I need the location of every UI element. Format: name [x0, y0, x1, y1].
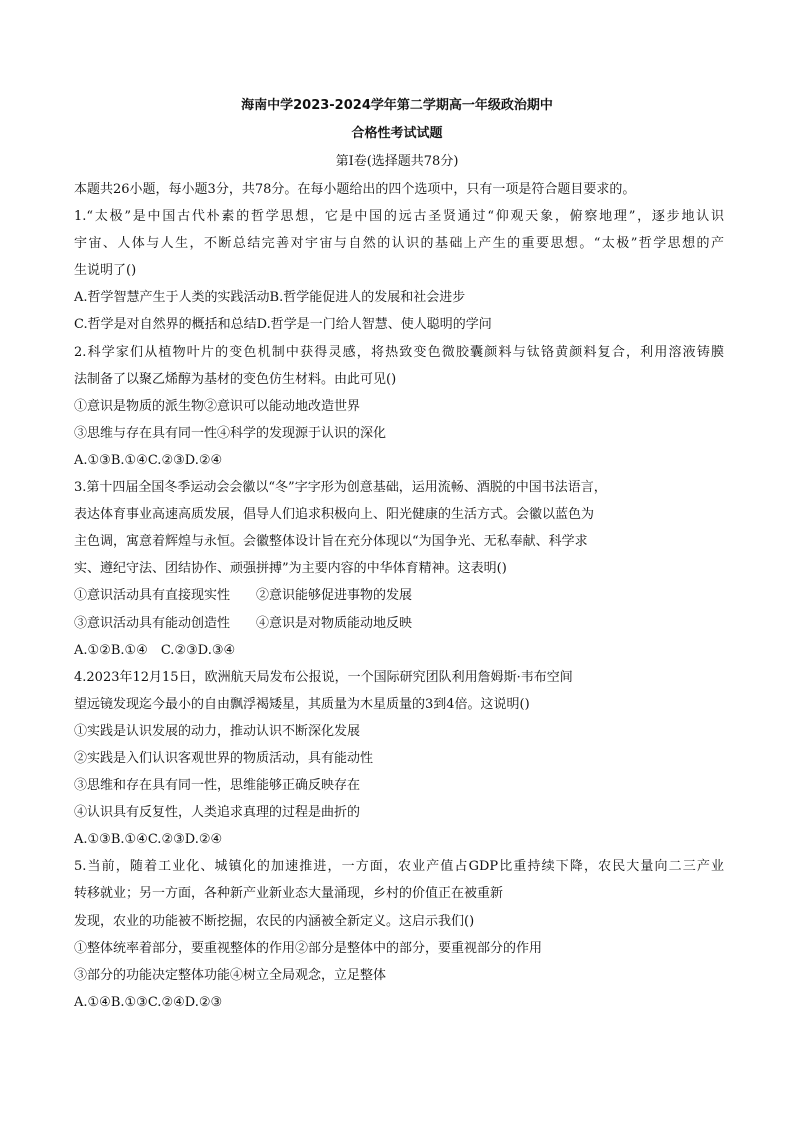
question-4-stem-line: 望远镜发现迄今最小的自由飘浮褐矮星，其质量为木星质量的3到4倍。这说明(): [74, 696, 530, 712]
question-1-option-line: A.哲学智慧产生于人类的实践活动B.哲学能促进人的发展和社会进步: [74, 290, 466, 306]
instructions-line: 本题共26小题，每小题3分，共78分。在每小题给出的四个选项中，只有一项是符合题目要求的。: [74, 182, 636, 197]
question-2-statement-line: ③思维与存在具有同一性④科学的发现源于认识的深化: [74, 425, 387, 441]
exam-title: 海南中学2023-2024学年第二学期高一年级政治期中: [241, 98, 553, 113]
question-3-stem-line: 实、遵纪守法、团结协作、顽强拼搏”为主要内容的中华体育精神。这表明(): [74, 561, 507, 577]
question-5-statement-line: ③部分的功能决定整体功能④树立全局观念，立足整体: [74, 967, 387, 983]
question-5-answer-options: A.①④B.①③C.②④D.②③: [74, 994, 223, 1010]
question-1-stem-line: 生说明了(): [74, 263, 137, 279]
question-3-stem-line: 表达体育事业高速高质发展，倡导人们追求积极向上、阳光健康的生活方式。会徽以蓝色为: [74, 507, 595, 523]
question-4-statement-line: ①实践是认识发展的动力，推动认识不断深化发展: [74, 723, 361, 739]
question-3-stem-line: 3.第十四届全国冬季运动会会徽以“冬”字字形为创意基础，运用流畅、酒脱的中国书法语言，: [74, 480, 607, 496]
question-5-stem-line: 5.当前，随着工业化、城镇化的加速推进，一方面，农业产值占GDP比重持续下降，农民大量向二三产业: [74, 859, 724, 875]
question-4-statement-line: ②实践是入们认识客观世界的物质活动，具有能动性: [74, 750, 374, 766]
question-body: [74, 180, 724, 1020]
question-3-statement-line: ①意识活动具有直接现实性 ②意识能够促进事物的发展: [74, 588, 413, 604]
exam-subtitle: 合格性考试试题: [351, 126, 443, 141]
question-3-stem-line: 主色调，寓意着辉煌与永恒。会徽整体设计旨在充分体现以“为国争光、无私奉献、科学求: [74, 534, 588, 550]
question-4-stem-line: 4.2023年12月15日，欧洲航天局发布公报说，一个国际研究团队利用詹姆斯·韦布空间: [74, 669, 573, 685]
question-5-stem-line: 发现，农业的功能被不断挖掘，农民的内涵被全新定义。这启示我们(): [74, 913, 475, 929]
question-2-stem-line: 2.科学家们从植物叶片的变色机制中获得灵感，将热致变色微胶囊颜料与钛铬黄颜料复合，利用溶液铸膜: [74, 344, 724, 360]
question-3-answer-options: A.①②B.①④ C.②③D.③④: [74, 642, 236, 658]
question-3-statement-line: ③意识活动具有能动创造性 ④意识是对物质能动地反映: [74, 615, 413, 631]
question-5-statement-line: ①整体统率着部分，要重视整体的作用②部分是整体中的部分，要重视部分的作用: [74, 940, 543, 956]
question-4-statement-line: ④认识具有反复性，人类追求真理的过程是曲折的: [74, 805, 361, 821]
question-4-statement-line: ③思维和存在具有同一性，思维能够正确反映存在: [74, 778, 361, 794]
question-4-answer-options: A.①③B.①④C.②③D.②④: [74, 832, 223, 848]
section-heading: 第I卷(选择题共78分): [335, 154, 459, 169]
question-2-statement-line: ①意识是物质的派生物②意识可以能动地改造世界: [74, 398, 361, 414]
question-2-answer-options: A.①③B.①④C.②③D.②④: [74, 452, 223, 468]
question-5-stem-line: 转移就业；另一方面，各种新产业新业态大量涌现，乡村的价值正在被重新: [74, 886, 504, 902]
question-2-stem-line: 法制备了以聚乙烯醇为基材的变色仿生材料。由此可见(): [74, 371, 397, 387]
question-1-option-line: C.哲学是对自然界的概括和总结D.哲学是一门给人智慧、使人聪明的学问: [74, 317, 492, 333]
question-1-stem-line: 1.“太极”是中国古代朴素的哲学思想，它是中国的远古圣贤通过“仰观天象，俯察地理”，逐步地认识: [74, 209, 724, 225]
question-1-stem-line: 宇宙、人体与人生，不断总结完善对宇宙与自然的认识的基础上产生的重要思想。“太极”哲学思想的产: [74, 236, 724, 252]
